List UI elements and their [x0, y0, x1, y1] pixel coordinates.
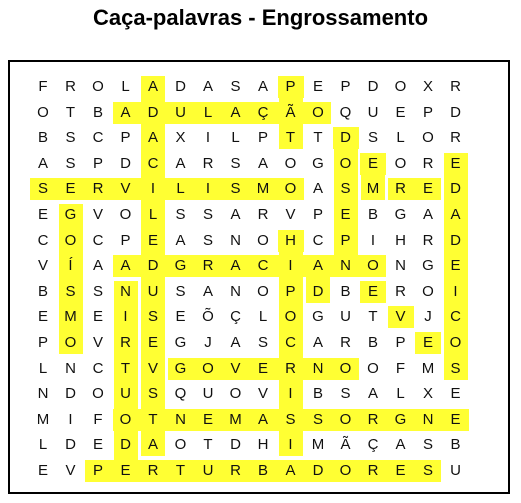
grid-letter[interactable]: E — [37, 462, 48, 479]
grid-letter[interactable]: B — [367, 334, 378, 351]
grid-letter[interactable]: S — [65, 154, 76, 172]
grid-letter[interactable]: A — [367, 385, 378, 403]
grid-letter[interactable]: A — [37, 154, 48, 172]
grid-letter[interactable]: S — [230, 154, 241, 172]
grid-letter[interactable]: Ç — [367, 436, 379, 454]
grid-letter[interactable]: F — [38, 78, 48, 95]
grid-letter[interactable]: P — [120, 129, 131, 147]
grid-letter[interactable]: E — [147, 334, 158, 351]
grid-letter[interactable]: M — [311, 436, 325, 454]
grid-letter[interactable]: R — [395, 282, 406, 300]
grid-letter[interactable]: O — [257, 231, 269, 249]
grid-letter[interactable]: E — [395, 103, 406, 121]
grid-letter[interactable]: O — [64, 231, 77, 249]
grid-letter[interactable]: I — [370, 231, 376, 249]
grid-letter[interactable]: P — [120, 231, 131, 249]
grid-letter[interactable]: A — [230, 206, 241, 223]
grid-letter[interactable]: E — [312, 78, 323, 95]
grid-letter[interactable]: S — [65, 282, 76, 300]
grid-letter[interactable]: N — [395, 257, 406, 275]
grid-letter[interactable]: Õ — [202, 308, 214, 326]
grid-letter[interactable]: E — [92, 308, 103, 326]
grid-letter[interactable]: P — [92, 462, 103, 479]
grid-letter[interactable]: E — [202, 410, 213, 428]
grid-letter[interactable]: O — [174, 436, 187, 454]
grid-letter[interactable]: O — [119, 206, 132, 223]
grid-letter[interactable]: N — [312, 359, 324, 377]
grid-letter[interactable]: R — [340, 334, 351, 351]
grid-letter[interactable]: U — [450, 462, 461, 479]
grid-letter[interactable]: Í — [68, 257, 73, 275]
grid-letter[interactable]: O — [37, 103, 49, 121]
grid-letter[interactable]: Ã — [340, 436, 351, 454]
grid-letter[interactable]: E — [422, 180, 433, 198]
grid-letter[interactable]: A — [230, 257, 241, 275]
grid-letter[interactable]: V — [37, 257, 48, 275]
grid-letter[interactable]: P — [257, 129, 268, 147]
grid-letter[interactable]: D — [312, 462, 324, 479]
grid-letter[interactable]: O — [312, 103, 324, 121]
grid-letter[interactable]: A — [147, 78, 158, 95]
grid-letter[interactable]: S — [312, 410, 323, 428]
grid-letter[interactable]: G — [312, 154, 324, 172]
grid-letter[interactable]: C — [312, 231, 324, 249]
grid-letter[interactable]: E — [37, 206, 48, 223]
grid-letter[interactable]: S — [147, 308, 158, 326]
grid-letter[interactable]: B — [37, 129, 48, 147]
grid-letter[interactable]: T — [313, 129, 323, 147]
grid-letter[interactable]: P — [285, 78, 296, 95]
grid-letter[interactable]: C — [92, 359, 104, 377]
grid-letter[interactable]: S — [202, 206, 213, 223]
grid-letter[interactable]: A — [120, 257, 131, 275]
grid-letter[interactable]: D — [367, 78, 379, 95]
grid-letter[interactable]: S — [175, 282, 186, 300]
grid-letter[interactable]: Ç — [230, 308, 241, 326]
grid-letter[interactable]: T — [148, 410, 158, 428]
grid-letter[interactable]: A — [285, 462, 296, 479]
grid-letter[interactable]: V — [285, 206, 296, 223]
grid-letter[interactable]: S — [202, 231, 213, 249]
grid-letter[interactable]: A — [230, 334, 241, 351]
grid-letter[interactable]: F — [93, 410, 103, 428]
grid-letter[interactable]: G — [64, 206, 77, 223]
grid-letter[interactable]: S — [450, 359, 461, 377]
grid-letter[interactable]: V — [120, 180, 131, 198]
grid-letter[interactable]: M — [36, 410, 50, 428]
grid-letter[interactable]: D — [450, 231, 461, 249]
grid-letter[interactable]: F — [395, 359, 406, 377]
grid-letter[interactable]: S — [422, 436, 433, 454]
grid-letter[interactable]: R — [92, 180, 104, 198]
grid-letter[interactable]: E — [367, 282, 378, 300]
grid-letter[interactable]: A — [257, 154, 268, 172]
grid-letter[interactable]: E — [367, 154, 378, 172]
grid-letter[interactable]: T — [65, 103, 76, 121]
grid-letter[interactable]: G — [174, 334, 187, 351]
grid-letter[interactable]: M — [229, 410, 242, 428]
grid-letter[interactable]: T — [203, 436, 213, 454]
grid-letter[interactable]: P — [312, 206, 323, 223]
grid-letter[interactable]: B — [257, 462, 268, 479]
grid-letter[interactable]: E — [450, 410, 461, 428]
grid-letter[interactable]: T — [120, 359, 131, 377]
grid-letter[interactable]: R — [257, 206, 269, 223]
grid-letter[interactable]: E — [450, 257, 461, 275]
grid-letter[interactable]: P — [340, 231, 351, 249]
grid-letter[interactable]: O — [422, 282, 434, 300]
grid-letter[interactable]: S — [340, 385, 351, 403]
grid-letter[interactable]: U — [367, 103, 379, 121]
grid-letter[interactable]: D — [65, 385, 76, 403]
grid-letter[interactable]: U — [120, 385, 131, 403]
grid-letter[interactable]: L — [121, 78, 130, 95]
grid-letter[interactable]: C — [37, 231, 49, 249]
grid-letter[interactable]: N — [37, 385, 49, 403]
grid-letter[interactable]: M — [64, 308, 77, 326]
grid-letter[interactable]: E — [450, 385, 461, 403]
grid-letter[interactable]: V — [92, 334, 103, 351]
grid-letter[interactable]: O — [339, 359, 352, 377]
grid-letter[interactable]: V — [257, 385, 268, 403]
page-title: Caça-palavras - Engrossamento — [92, 5, 429, 30]
grid-letter[interactable]: S — [285, 410, 296, 428]
grid-letter[interactable]: D — [120, 436, 131, 454]
grid-letter[interactable]: L — [176, 180, 185, 198]
grid-letter[interactable]: R — [367, 462, 379, 479]
grid-letter[interactable]: X — [422, 385, 433, 403]
grid-letter[interactable]: A — [312, 180, 323, 198]
grid-letter[interactable]: T — [175, 462, 186, 479]
grid-letter[interactable]: H — [395, 231, 406, 249]
grid-letter[interactable]: R — [367, 410, 379, 428]
grid-letter[interactable]: S — [422, 462, 433, 479]
grid-letter[interactable]: B — [312, 385, 323, 403]
grid-letter[interactable]: I — [453, 282, 458, 300]
grid-letter[interactable]: O — [284, 154, 297, 172]
grid-letter[interactable]: O — [367, 359, 379, 377]
grid-letter[interactable]: C — [92, 129, 104, 147]
grid-letter[interactable]: O — [339, 462, 352, 479]
grid-letter[interactable]: I — [288, 436, 293, 454]
grid-letter[interactable]: J — [204, 334, 212, 351]
grid-letter[interactable]: R — [120, 334, 131, 351]
grid-letter[interactable]: V — [92, 206, 103, 223]
grid-letter[interactable]: A — [257, 78, 268, 95]
grid-letter[interactable]: D — [147, 257, 159, 275]
grid-letter[interactable]: D — [450, 103, 461, 121]
grid-letter[interactable]: R — [450, 129, 461, 147]
grid-letter[interactable]: T — [368, 308, 378, 326]
grid-letter[interactable]: V — [147, 359, 158, 377]
grid-letter[interactable]: I — [288, 385, 293, 403]
grid-letter[interactable]: C — [257, 257, 269, 275]
grid-letter[interactable]: M — [256, 180, 270, 198]
grid-letter[interactable]: A — [450, 206, 461, 223]
grid-letter[interactable]: G — [312, 308, 324, 326]
grid-letter[interactable]: N — [340, 257, 351, 275]
grid-letter[interactable]: L — [38, 436, 48, 454]
grid-letter[interactable]: A — [202, 282, 213, 300]
grid-letter[interactable]: G — [394, 206, 407, 223]
grid-letter[interactable]: Q — [174, 385, 187, 403]
grid-letter[interactable]: D — [312, 282, 324, 300]
grid-letter[interactable]: U — [202, 385, 214, 403]
grid-letter[interactable]: V — [230, 359, 241, 377]
grid-letter[interactable]: C — [92, 231, 104, 249]
grid-letter[interactable]: E — [120, 462, 131, 479]
grid-letter[interactable]: U — [175, 103, 186, 121]
grid-letter[interactable]: I — [150, 180, 156, 198]
grid-letter[interactable]: X — [422, 78, 433, 95]
grid-letter[interactable]: A — [422, 206, 433, 223]
grid-letter[interactable]: S — [230, 78, 241, 95]
grid-letter[interactable]: O — [119, 410, 132, 428]
grid-letter[interactable]: D — [175, 78, 186, 95]
grid-letter[interactable]: O — [92, 385, 104, 403]
grid-letter[interactable]: I — [123, 308, 128, 326]
grid-letter[interactable]: S — [175, 206, 186, 223]
grid-letter[interactable]: R — [450, 78, 461, 95]
grid-letter[interactable]: A — [147, 129, 158, 147]
grid-letter[interactable]: P — [395, 334, 406, 351]
grid-letter[interactable]: O — [449, 334, 462, 351]
grid-letter[interactable]: B — [37, 282, 48, 300]
grid-letter[interactable]: B — [450, 436, 461, 454]
grid-letter[interactable]: E — [450, 154, 461, 172]
grid-letter[interactable]: O — [394, 154, 407, 172]
grid-letter[interactable]: D — [450, 180, 461, 198]
grid-letter[interactable]: O — [229, 385, 242, 403]
grid-letter[interactable]: E — [422, 334, 433, 351]
grid-letter[interactable]: N — [422, 410, 434, 428]
grid-letter[interactable]: L — [396, 129, 405, 147]
grid-letter[interactable]: P — [92, 154, 103, 172]
grid-letter[interactable]: G — [394, 410, 407, 428]
grid-letter[interactable]: E — [340, 206, 351, 223]
grid-letter[interactable]: S — [65, 129, 76, 147]
grid-letter[interactable]: Q — [339, 103, 352, 121]
grid-letter[interactable]: V — [395, 308, 406, 326]
grid-letter[interactable]: O — [339, 154, 352, 172]
grid-letter[interactable]: B — [367, 206, 378, 223]
grid-letter[interactable]: A — [257, 410, 268, 428]
grid-letter[interactable]: N — [230, 231, 241, 249]
grid-letter[interactable]: I — [205, 129, 211, 147]
grid-letter[interactable]: A — [230, 103, 241, 121]
grid-letter[interactable]: R — [422, 154, 434, 172]
grid-letter[interactable]: N — [230, 282, 241, 300]
grid-letter[interactable]: O — [257, 282, 269, 300]
grid-letter[interactable]: U — [340, 308, 351, 326]
grid-letter[interactable]: E — [65, 180, 76, 198]
grid-letter[interactable]: S — [147, 385, 158, 403]
grid-letter[interactable]: U — [202, 462, 214, 479]
grid-letter[interactable]: A — [147, 436, 158, 454]
grid-letter[interactable]: U — [147, 282, 159, 300]
grid-letter[interactable]: O — [394, 78, 407, 95]
grid-letter[interactable]: R — [422, 231, 434, 249]
grid-letter[interactable]: X — [175, 129, 186, 147]
grid-letter[interactable]: D — [65, 436, 76, 454]
grid-letter[interactable]: P — [37, 334, 48, 351]
grid-letter[interactable]: O — [339, 410, 352, 428]
grid-letter[interactable]: G — [422, 257, 434, 275]
grid-letter[interactable]: T — [285, 129, 296, 147]
grid-letter[interactable]: S — [340, 180, 351, 198]
grid-letter[interactable]: R — [202, 257, 214, 275]
grid-letter[interactable]: N — [65, 359, 76, 377]
grid-letter[interactable]: P — [422, 103, 433, 121]
grid-letter[interactable]: E — [92, 436, 103, 454]
grid-letter[interactable]: E — [257, 359, 268, 377]
grid-letter[interactable]: V — [65, 462, 76, 479]
grid-letter[interactable]: S — [257, 334, 268, 351]
grid-letter[interactable]: E — [37, 308, 48, 326]
grid-letter[interactable]: A — [312, 334, 323, 351]
grid-letter[interactable]: I — [205, 180, 211, 198]
grid-letter[interactable]: O — [422, 129, 434, 147]
grid-letter[interactable]: E — [147, 231, 158, 249]
grid-letter[interactable]: R — [147, 462, 159, 479]
grid-letter[interactable]: L — [396, 385, 405, 403]
grid-letter[interactable]: R — [285, 359, 296, 377]
grid-letter[interactable]: D — [340, 129, 351, 147]
grid-letter[interactable]: G — [174, 359, 187, 377]
grid-letter[interactable]: A — [175, 231, 186, 249]
grid-letter[interactable]: C — [285, 334, 296, 351]
grid-letter[interactable]: L — [148, 206, 158, 223]
grid-letter[interactable]: Ã — [285, 103, 296, 121]
grid-letter[interactable]: R — [202, 154, 214, 172]
grid-letter[interactable]: L — [38, 359, 48, 377]
grid-letter[interactable]: G — [174, 257, 187, 275]
grid-letter[interactable]: A — [92, 257, 103, 275]
grid-letter[interactable]: L — [203, 103, 213, 121]
grid-letter[interactable]: S — [37, 180, 48, 198]
grid-letter[interactable]: O — [64, 334, 77, 351]
grid-letter[interactable]: C — [147, 154, 159, 172]
grid-letter[interactable]: R — [230, 462, 241, 479]
grid-letter[interactable]: S — [367, 129, 378, 147]
grid-letter[interactable]: A — [312, 257, 323, 275]
grid-letter[interactable]: A — [395, 436, 406, 454]
grid-letter[interactable]: H — [285, 231, 296, 249]
grid-letter[interactable]: E — [175, 308, 186, 326]
grid-letter[interactable]: A — [120, 103, 131, 121]
grid-letter[interactable]: O — [367, 257, 379, 275]
grid-letter[interactable]: J — [424, 308, 432, 326]
grid-letter[interactable]: C — [450, 308, 461, 326]
grid-letter[interactable]: O — [202, 359, 214, 377]
grid-letter[interactable]: R — [395, 180, 406, 198]
grid-letter[interactable]: L — [231, 129, 240, 147]
grid-letter[interactable]: D — [147, 103, 159, 121]
grid-letter[interactable]: O — [284, 308, 297, 326]
grid-letter[interactable]: A — [175, 154, 186, 172]
grid-letter[interactable]: O — [92, 78, 104, 95]
grid-letter[interactable]: I — [288, 257, 293, 275]
grid-letter[interactable]: Ç — [257, 103, 269, 121]
grid-letter[interactable]: P — [285, 282, 296, 300]
grid-letter[interactable]: I — [68, 410, 73, 428]
grid-letter[interactable]: S — [230, 180, 241, 198]
grid-letter[interactable]: D — [120, 154, 131, 172]
grid-letter[interactable]: M — [366, 180, 380, 198]
grid-letter[interactable]: P — [340, 78, 351, 95]
grid-letter[interactable]: L — [258, 308, 268, 326]
grid-letter[interactable]: B — [92, 103, 103, 121]
word-search-board[interactable] — [8, 60, 510, 494]
grid-letter[interactable]: O — [284, 180, 297, 198]
grid-letter[interactable]: A — [202, 78, 213, 95]
grid-letter[interactable]: N — [120, 282, 131, 300]
grid-letter[interactable]: R — [65, 78, 76, 95]
grid-letter[interactable]: N — [175, 410, 186, 428]
grid-letter[interactable]: M — [421, 359, 435, 377]
grid-letter[interactable]: S — [92, 282, 103, 300]
grid-letter[interactable]: E — [395, 462, 406, 479]
grid-letter[interactable]: D — [230, 436, 241, 454]
grid-letter[interactable]: B — [340, 282, 351, 300]
grid-letter[interactable]: H — [257, 436, 269, 454]
